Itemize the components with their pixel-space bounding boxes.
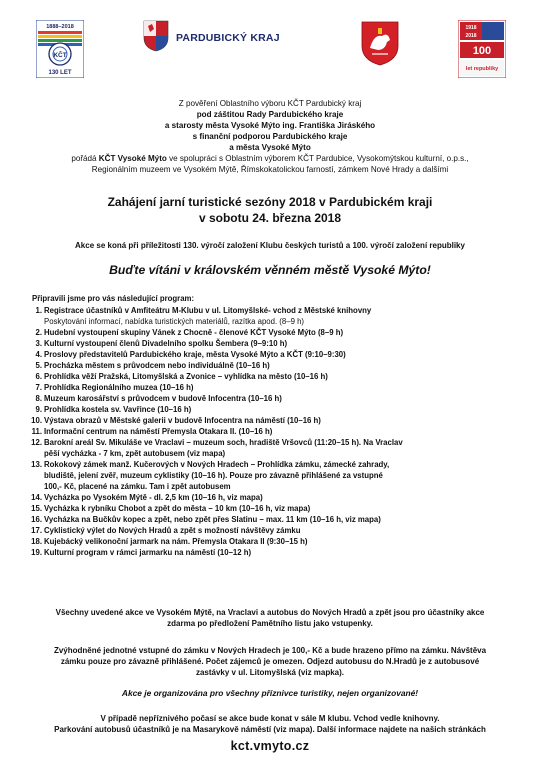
intro-line-2: pod záštitou Rady Pardubického kraje (196, 110, 344, 119)
intro-line-6-prefix: pořádá (71, 154, 99, 163)
program-item (32, 459, 522, 492)
headline-line-1: Zahájení jarní turistické sezóny 2018 v Pardubickém kraji (107, 195, 433, 209)
program-item (32, 327, 522, 338)
footer-line-3: Zvýhodněné jednotné vstupné do zámku v Nových Hradech je 100,- Kč a bude hrazeno přímo na zámku. Návštěva (53, 646, 487, 655)
program-item-text: Prohlídka věží Pražská, Litomyšlská a Zvonice – vyhlídka na město (10–16 h) (44, 372, 328, 381)
program-item-text: Informační centrum na náměstí Přemysla Otakara II. (10–16 h) (44, 427, 273, 436)
program-item (32, 536, 522, 547)
organizers-intro (20, 98, 520, 175)
program-item-text: Prohlídka Regionálního muzea (10–16 h) (44, 383, 194, 392)
program-item-text: Muzeum karosářství s průvodcem v budově Infocentra (10–16 h) (44, 394, 282, 403)
program-item-text: Výstava obrazů v Městské galerii v budově Infocentra na náměstí (10–16 h) (44, 416, 321, 425)
intro-line-3: a starosty města Vysoké Mýto ing. Františka Jiráského (164, 121, 376, 130)
100-years-republic-badge (458, 20, 506, 78)
program-item-text: Kujebácký velikonoční jarmark na nám. Přemysla Otakara II (9:30–15 h) (44, 537, 308, 546)
program-item-number: 5. (35, 361, 42, 370)
footer-line-1: Všechny uvedené akce ve Vysokém Mýtě, na Vraclavi a autobus do Nových Hradů a zpět jsou pro účastníky akce (55, 608, 485, 617)
welcome-text: Buďte vítáni v královském věnném městě Vysoké Mýto! (109, 263, 431, 277)
program-item (32, 514, 522, 525)
program-item (32, 492, 522, 503)
program-item-number: 18. (31, 537, 42, 546)
intro-line-6-bold: KČT Vysoké Mýto (98, 154, 167, 163)
intro-line-6 (20, 153, 520, 164)
program-item-number: 11. (31, 427, 42, 436)
program-item (32, 437, 522, 459)
program-intro: Připravili jsme pro vás následující program: (32, 294, 195, 303)
website-link[interactable]: kct.vmyto.cz (230, 739, 310, 753)
event-headline (20, 194, 520, 226)
footer-line-5: zastávky v ul. Litomyšlská (viz mapka). (195, 668, 345, 677)
program-item-subtext: bludiště, jelení zvěř, muzeum cyklistiky (10–16 h). Pouze pro závazně přihlášené za vstupné (44, 471, 383, 480)
svg-text:KČT: KČT (53, 52, 67, 59)
program-item-number: 13. (31, 460, 42, 469)
program-item-text: Proslovy představitelů Pardubického kraje, města Vysoké Mýto a KČT (9:10–9:30) (44, 350, 346, 359)
badge-year-bottom: 2018 (465, 33, 477, 39)
program-item-number: 8. (35, 394, 42, 403)
headline-line-2: v sobotu 24. března 2018 (198, 211, 342, 225)
program-list (32, 293, 522, 558)
program-item-number: 9. (35, 405, 42, 414)
program-item-number: 1. (35, 306, 42, 315)
program-item (32, 393, 522, 404)
program-item (32, 525, 522, 536)
program-item-number: 7. (35, 383, 42, 392)
program-item (32, 371, 522, 382)
program-item-number: 4. (35, 350, 42, 359)
weather-line-2: Parkování autobusů účastníků je na Masarykově náměstí (viz mapa). Další informace najdete na našich stránkách (54, 725, 486, 734)
vysoke-myto-coat-of-arms-icon (360, 20, 400, 66)
program-item-subtext: Poskytování informací, nabídka turistických materiálů, razítka apod. (8–9 h) (44, 317, 305, 326)
program-items (32, 305, 522, 558)
program-item-subtext: pěší vycházka - 7 km, zpět autobusem (viz mapa) (44, 449, 226, 458)
program-item-text: Vycházka po Vysokém Mýtě - dl. 2,5 km (10–16 h, viz mapa) (44, 493, 263, 502)
program-item-number: 17. (31, 526, 42, 535)
badge-number: 100 (472, 45, 492, 57)
program-item (32, 547, 522, 558)
program-item-text: Vycházka na Bučkův kopec a zpět, nebo zpět přes Slatinu – max. 11 km (10–16 h, viz mapa) (44, 515, 381, 524)
intro-line-5: a města Vysoké Mýto (229, 143, 311, 152)
kct-years: 1888–2018 (46, 24, 74, 30)
footer-line-4: zámku pouze pro závazně přihlášené. Počet zájemců je omezen. Odjezd autobusu do N.Hradů je z autobusové (60, 657, 480, 666)
program-item-text: Prohlídka kostela sv. Vavřince (10–16 h) (44, 405, 192, 414)
program-item-text: Kulturní vystoupení členů Divadelního spolku Šembera (9–9:10 h) (44, 339, 288, 348)
program-item-text: Barokní areál Sv. Mikuláše ve Vraclavi – muzeum soch, hradiště Vršovců (11:20–15 h). Na Vraclav (44, 438, 403, 447)
intro-line-4: s finanční podporou Pardubického kraje (192, 132, 348, 141)
program-item (32, 426, 522, 437)
program-item-text: Hudební vystoupení skupiny Vánek z Chocně - členové KČT Vysoké Mýto (8–9 h) (44, 328, 344, 337)
program-item-text: Registrace účastníků v Amfiteátru M-Klubu v ul. Litomyšlské- vchod z Městské knihovny (44, 306, 372, 315)
kct-anniversary-logo (36, 20, 84, 78)
kct-anniversary-text: 130 LET (48, 70, 72, 76)
program-item (32, 415, 522, 426)
free-entry-note (28, 607, 512, 629)
program-item-number: 16. (31, 515, 42, 524)
program-item (32, 305, 522, 327)
program-item-number: 2. (35, 328, 42, 337)
program-item (32, 360, 522, 371)
program-item-number: 19. (31, 548, 42, 557)
anniversary-note: Akce se koná při příležitosti 130. výročí založení Klubu českých turistů a 100. výročí založení republiky (75, 241, 465, 250)
logo-row (0, 18, 540, 78)
program-item-number: 12. (31, 438, 42, 447)
footer-line-2: zdarma po předložení Pamětního listu jako vstupenky. (167, 619, 373, 628)
program-item-number: 3. (35, 339, 42, 348)
program-item-number: 14. (31, 493, 42, 502)
program-item-text: Kulturní program v rámci jarmarku na náměstí (10–12 h) (44, 548, 252, 557)
program-item (32, 349, 522, 360)
program-item-number: 10. (31, 416, 42, 425)
castle-entry-note (28, 645, 512, 678)
program-item-text: Rokokový zámek manž. Kučerových v Nových Hradech – Prohlídka zámku, zámecké zahrady, (44, 460, 390, 469)
pardubice-region-coat-of-arms-icon (143, 20, 169, 52)
badge-text: let republiky (465, 66, 499, 72)
program-item-text: Procházka městem s průvodcem nebo individuálně (10–16 h) (44, 361, 270, 370)
program-item-subtext: 100,- Kč, placené na zámku. Tam i zpět autobusem (44, 482, 231, 491)
intro-line-1: Z pověření Oblastního výboru KČT Pardubický kraj (178, 99, 362, 108)
program-item-text: Vycházka k rybníku Chobot a zpět do města – 10 km (10–16 h, viz mapa) (44, 504, 311, 513)
region-name: PARDUBICKÝ KRAJ (176, 32, 280, 44)
program-item (32, 338, 522, 349)
weather-line-1: V případě nepříznivého počasí se akce bude konat v sále M klubu. Vchod vedle knihovny. (100, 714, 440, 723)
program-item-number: 15. (31, 504, 42, 513)
program-item-number: 6. (35, 372, 42, 381)
badge-year-top: 1918 (465, 25, 477, 31)
program-item (32, 404, 522, 415)
intro-line-7: Regionálním muzeem ve Vysokém Mýtě, Římskokatolickou farností, zámkem Nové Hrady a dalšími (91, 165, 449, 174)
intro-line-6-rest: ve spolupráci s Oblastním výborem KČT Pardubice, Vysokomýtskou kulturní, o.p.s., (166, 154, 469, 163)
organized-for-all: Akce je organizována pro všechny příznivce turistiky, nejen organizované! (121, 688, 419, 698)
program-item (32, 503, 522, 514)
program-item (32, 382, 522, 393)
weather-parking-note (20, 713, 520, 735)
program-item-text: Cyklistický výlet do Nových Hradů a zpět s možností návštěvy zámku (44, 526, 301, 535)
